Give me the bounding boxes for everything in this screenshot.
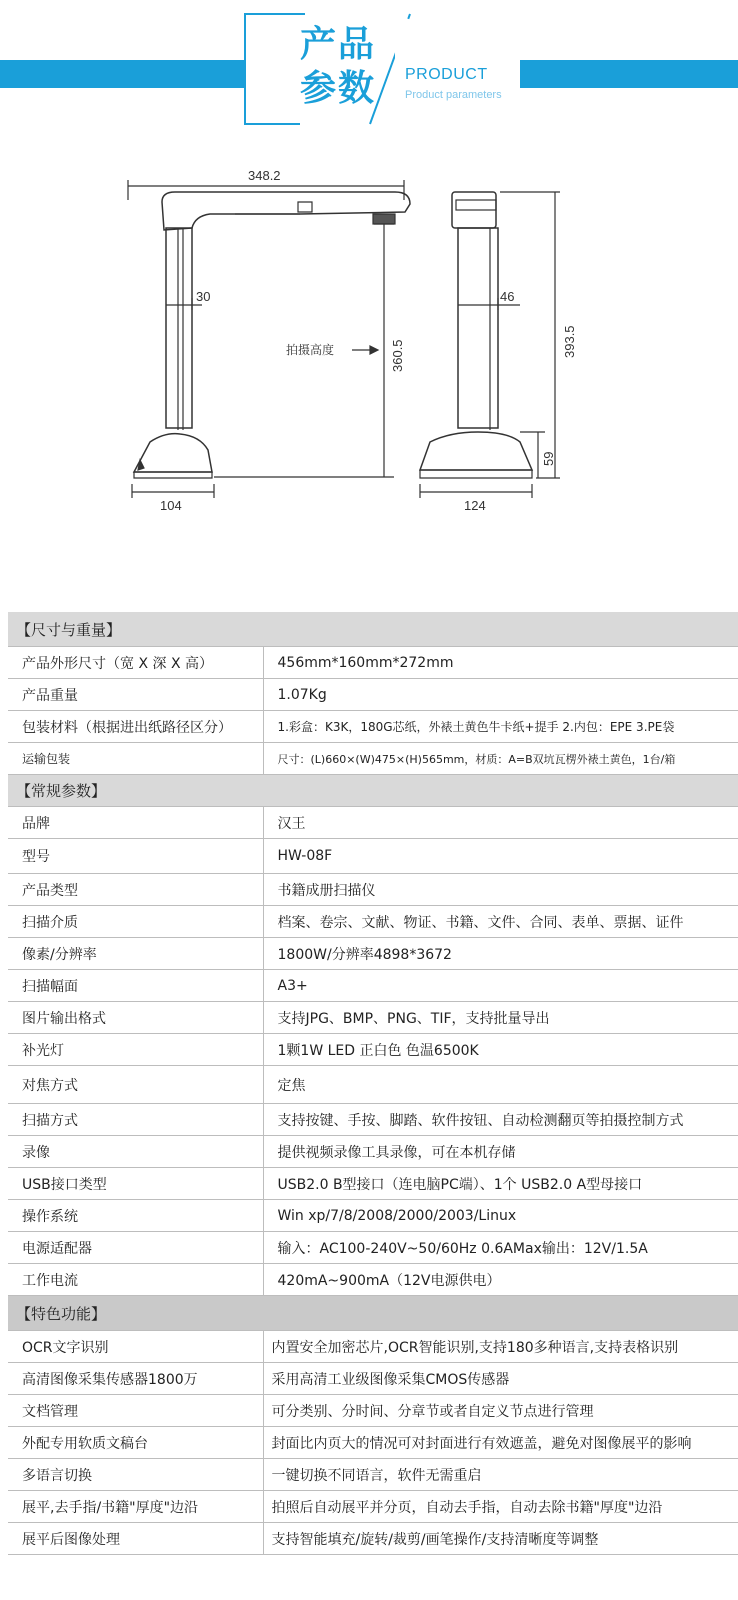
dim-width-total: 348.2 [248, 168, 281, 183]
spec-key: 文档管理 [8, 1395, 263, 1427]
spec-key: 电源适配器 [8, 1232, 263, 1264]
spec-key: 扫描幅面 [8, 970, 263, 1002]
spec-key: 展平,去手指/书籍"厚度"边沿 [8, 1491, 263, 1523]
table-row [8, 1232, 738, 1264]
spec-key: 多语言切换 [8, 1459, 263, 1491]
dimension-drawing [0, 140, 738, 600]
spec-key: 包装材料（根据进出纸路径区分） [8, 711, 263, 743]
spec-value: 尺寸：(L)660×(W)475×(H)565mm，材质：A=B双坑瓦楞外裱土黄色，1台/箱 [263, 743, 738, 775]
spec-value: 采用高清工业级图像采集CMOS传感器 [263, 1363, 738, 1395]
spec-key: 型号 [8, 839, 263, 874]
spec-key: 产品外形尺寸（宽 X 深 X 高） [8, 647, 263, 679]
spec-value: 一键切换不同语言，软件无需重启 [263, 1459, 738, 1491]
title-zh-line1: 产品 [300, 24, 377, 65]
dim-capture-height: 360.5 [390, 339, 405, 372]
spec-value: 输入：AC100-240V~50/60Hz 0.6AMax输出：12V/1.5A [263, 1232, 738, 1264]
spec-key: 扫描方式 [8, 1104, 263, 1136]
section-header [8, 612, 738, 647]
table-row [8, 1034, 738, 1066]
table-row [8, 1066, 738, 1104]
table-row [8, 874, 738, 906]
spec-value: A3+ [263, 970, 738, 1002]
subtitle-en: Product parameters [405, 89, 502, 101]
page-header [0, 0, 738, 140]
table-row [8, 647, 738, 679]
spec-value: 书籍成册扫描仪 [263, 874, 738, 906]
dim-base-width-side: 124 [464, 498, 486, 513]
spec-key: 展平后图像处理 [8, 1523, 263, 1555]
table-row [8, 1523, 738, 1555]
section-header [8, 1296, 738, 1331]
spec-key: 对焦方式 [8, 1066, 263, 1104]
spec-key: 录像 [8, 1136, 263, 1168]
table-row [8, 1331, 738, 1363]
spec-value: USB2.0 B型接口（连电脑PC端）、1个 USB2.0 A型母接口 [263, 1168, 738, 1200]
section-header [8, 775, 738, 807]
spec-value: 1.彩盒：K3K，180G芯纸，外裱土黄色牛卡纸+提手 2.内包：EPE 3.PE袋 [263, 711, 738, 743]
dim-base-height: 59 [541, 451, 556, 466]
spec-key: 操作系统 [8, 1200, 263, 1232]
spec-table [8, 612, 738, 1555]
spec-value: 档案、卷宗、文献、物证、书籍、文件、合同、表单、票据、证件 [263, 906, 738, 938]
dim-total-height: 393.5 [562, 325, 577, 358]
spec-value: 456mm*160mm*272mm [263, 647, 738, 679]
title-zh-line2: 参数 [300, 68, 377, 109]
spec-value: HW-08F [263, 839, 738, 874]
table-row [8, 1363, 738, 1395]
spec-value: 拍照后自动展平并分页，自动去手指，自动去除书籍"厚度"边沿 [263, 1491, 738, 1523]
spec-key: USB接口类型 [8, 1168, 263, 1200]
table-row [8, 906, 738, 938]
dim-arm-width: 30 [196, 289, 211, 304]
table-row [8, 807, 738, 839]
spec-value: 汉王 [263, 807, 738, 839]
table-row [8, 839, 738, 874]
spec-value: 1颗1W LED 正白色 色温6500K [263, 1034, 738, 1066]
spec-key: 扫描介质 [8, 906, 263, 938]
spec-value: 内置安全加密芯片,OCR智能识别,支持180多种语言,支持表格识别 [263, 1331, 738, 1363]
title-en: PRODUCT [405, 66, 488, 83]
spec-key: 图片输出格式 [8, 1002, 263, 1034]
table-row [8, 1427, 738, 1459]
spec-value: 1.07Kg [263, 679, 738, 711]
spec-key: 像素/分辨率 [8, 938, 263, 970]
table-row [8, 1395, 738, 1427]
dim-base-width-front: 104 [160, 498, 182, 513]
spec-value: 封面比内页大的情况可对封面进行有效遮盖，避免对图像展平的影响 [263, 1427, 738, 1459]
table-row [8, 1264, 738, 1296]
spec-value: 提供视频录像工具录像，可在本机存储 [263, 1136, 738, 1168]
table-row [8, 743, 738, 775]
spec-key: 品牌 [8, 807, 263, 839]
spec-value: 420mA~900mA（12V电源供电） [263, 1264, 738, 1296]
section-title: 【常规参数】 [8, 775, 738, 807]
spec-key: 产品类型 [8, 874, 263, 906]
table-row [8, 1002, 738, 1034]
spec-value: 支持JPG、BMP、PNG、TIF，支持批量导出 [263, 1002, 738, 1034]
table-row [8, 1136, 738, 1168]
spec-value: 可分类别、分时间、分章节或者自定义节点进行管理 [263, 1395, 738, 1427]
spec-value: 支持按键、手按、脚踏、软件按钮、自动检测翻页等拍摄控制方式 [263, 1104, 738, 1136]
spec-key: 高清图像采集传感器1800万 [8, 1363, 263, 1395]
table-row [8, 1459, 738, 1491]
spec-key: OCR文字识别 [8, 1331, 263, 1363]
table-row [8, 1104, 738, 1136]
spec-value: 支持智能填充/旋转/裁剪/画笔操作/支持清晰度等调整 [263, 1523, 738, 1555]
table-row [8, 1168, 738, 1200]
spec-key: 外配专用软质文稿台 [8, 1427, 263, 1459]
spec-value: Win xp/7/8/2008/2000/2003/Linux [263, 1200, 738, 1232]
spec-value: 定焦 [263, 1066, 738, 1104]
table-row [8, 1491, 738, 1523]
scanner-diagram [0, 140, 738, 600]
spec-key: 产品重量 [8, 679, 263, 711]
table-row [8, 970, 738, 1002]
dim-column-width: 46 [500, 289, 515, 304]
section-title: 【特色功能】 [8, 1296, 738, 1331]
table-row [8, 711, 738, 743]
spec-key: 补光灯 [8, 1034, 263, 1066]
table-row [8, 1200, 738, 1232]
spec-key: 工作电流 [8, 1264, 263, 1296]
table-row [8, 938, 738, 970]
table-row [8, 679, 738, 711]
section-title: 【尺寸与重量】 [8, 612, 738, 647]
capture-height-label: 拍摄高度 [286, 343, 335, 357]
spec-value: 1800W/分辨率4898*3672 [263, 938, 738, 970]
spec-key: 运输包装 [8, 743, 263, 775]
